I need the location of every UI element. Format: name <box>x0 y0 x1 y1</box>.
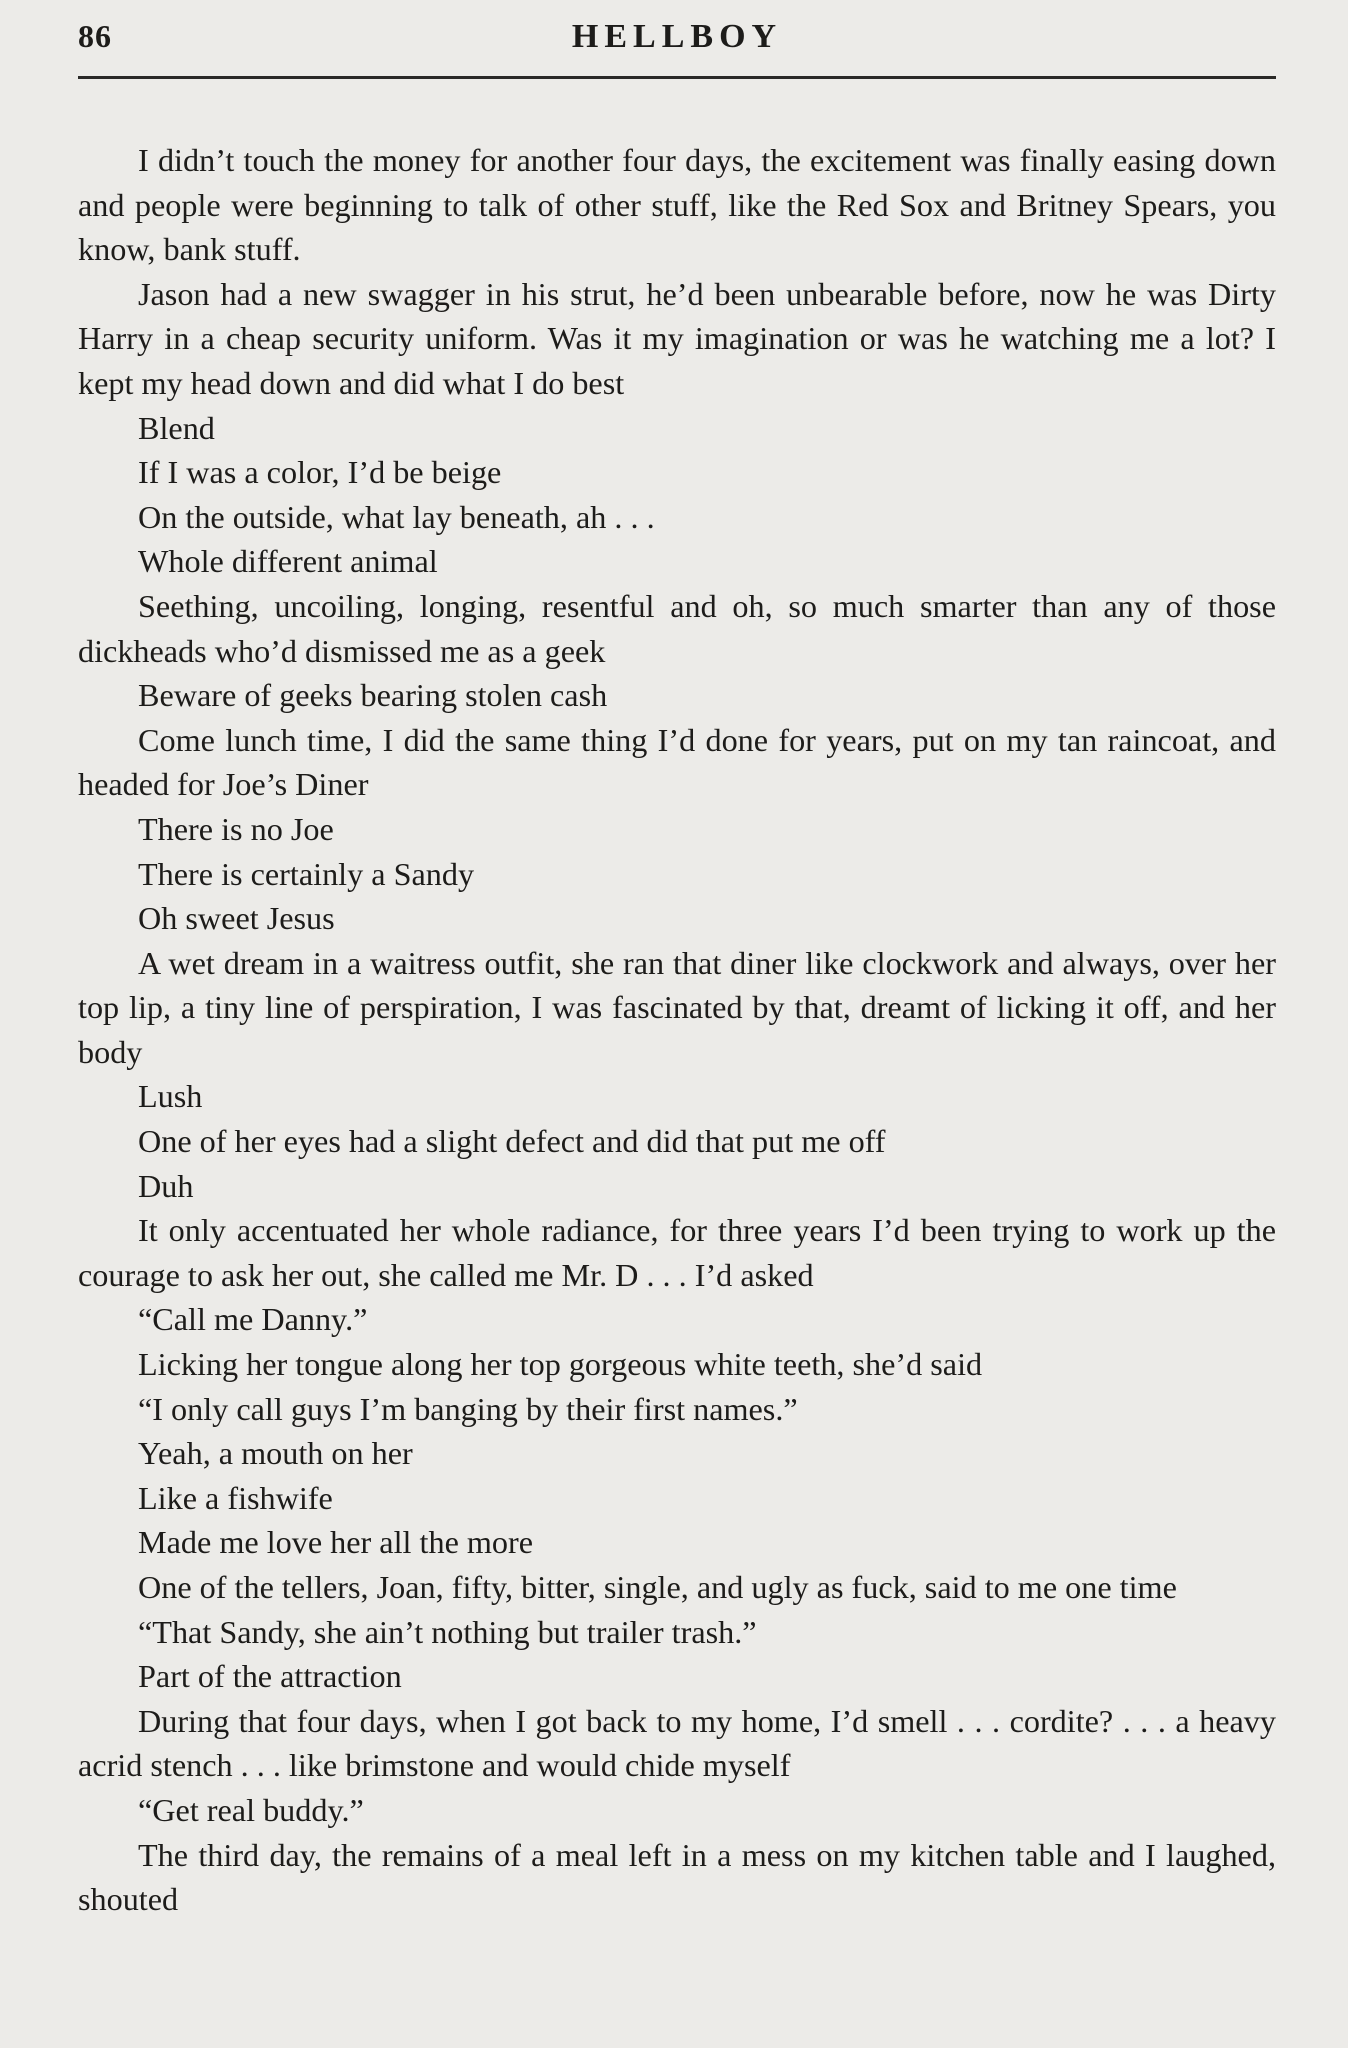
paragraph: Lush <box>138 1078 203 1115</box>
paragraph: It only accentuated her whole radiance, for three years I’d been trying to work up the courage to ask her out, she called me Mr. D . . . I’d asked <box>78 1212 1276 1293</box>
body-text <box>78 138 1276 1922</box>
paragraph: There is no Joe <box>138 810 334 847</box>
paragraph: Part of the attraction <box>138 1658 402 1695</box>
paragraph: Seething, uncoiling, longing, resentful and oh, so much smarter than any of those dickheads who’d dismissed me as a geek <box>78 587 1276 669</box>
paragraph: During that four days, when I got back to my home, I’d smell . . . cordite? . . . a heavy acrid stench . . . like brimstone and would chide myself <box>78 1702 1276 1784</box>
running-head: HELLBOY <box>571 18 783 55</box>
paragraph: Jason had a new swagger in his strut, he’d been unbearable before, now he was Dirty Harry in a cheap security uniform. Was it my imagination or was he watching me a lot? I kept my head down and did what I do best <box>78 275 1276 401</box>
paragraph: Made me love her all the more <box>138 1524 534 1561</box>
paragraph: On the outside, what lay beneath, ah . . . <box>138 498 655 535</box>
paragraph: If I was a color, I’d be beige <box>138 454 502 491</box>
paragraph: “That Sandy, she ain’t nothing but trailer trash.” <box>138 1613 757 1650</box>
paragraph: “Call me Danny.” <box>138 1301 368 1338</box>
paragraph: Whole different animal <box>138 543 438 580</box>
paragraph: Licking her tongue along her top gorgeous white teeth, she’d said <box>138 1346 983 1383</box>
page-number: 86 <box>78 18 112 54</box>
paragraph: Yeah, a mouth on her <box>138 1435 413 1472</box>
paragraph: One of the tellers, Joan, fifty, bitter, single, and ugly as fuck, said to me one time <box>138 1569 1177 1605</box>
paragraph: Come lunch time, I did the same thing I’d done for years, put on my tan raincoat, and headed for Joe’s Diner <box>78 721 1276 803</box>
paragraph: “Get real buddy.” <box>138 1791 364 1828</box>
paragraph: One of her eyes had a slight defect and did that put me off <box>138 1123 886 1160</box>
paragraph: Blend <box>138 409 215 446</box>
paragraph: There is certainly a Sandy <box>138 855 475 892</box>
paragraph: Like a fishwife <box>138 1479 333 1516</box>
paragraph: I didn’t touch the money for another four days, the excitement was finally easing down and people were beginning to talk of other stuff, like the Red Sox and Britney Spears, you know, bank stuff. <box>78 142 1276 268</box>
paragraph: Duh <box>138 1167 194 1204</box>
paragraph: Oh sweet Jesus <box>138 900 335 937</box>
page-header <box>78 18 1276 79</box>
paragraph: “I only call guys I’m banging by their first names.” <box>138 1390 798 1427</box>
paragraph: A wet dream in a waitress outfit, she ran that diner like clockwork and always, over her top lip, a tiny line of perspiration, I was fascinated by that, dreamt of licking it off, and her body <box>78 944 1276 1070</box>
paragraph: Beware of geeks bearing stolen cash <box>138 677 608 714</box>
paragraph: The third day, the remains of a meal left in a mess on my kitchen table and I laughed, shouted <box>78 1836 1276 1918</box>
